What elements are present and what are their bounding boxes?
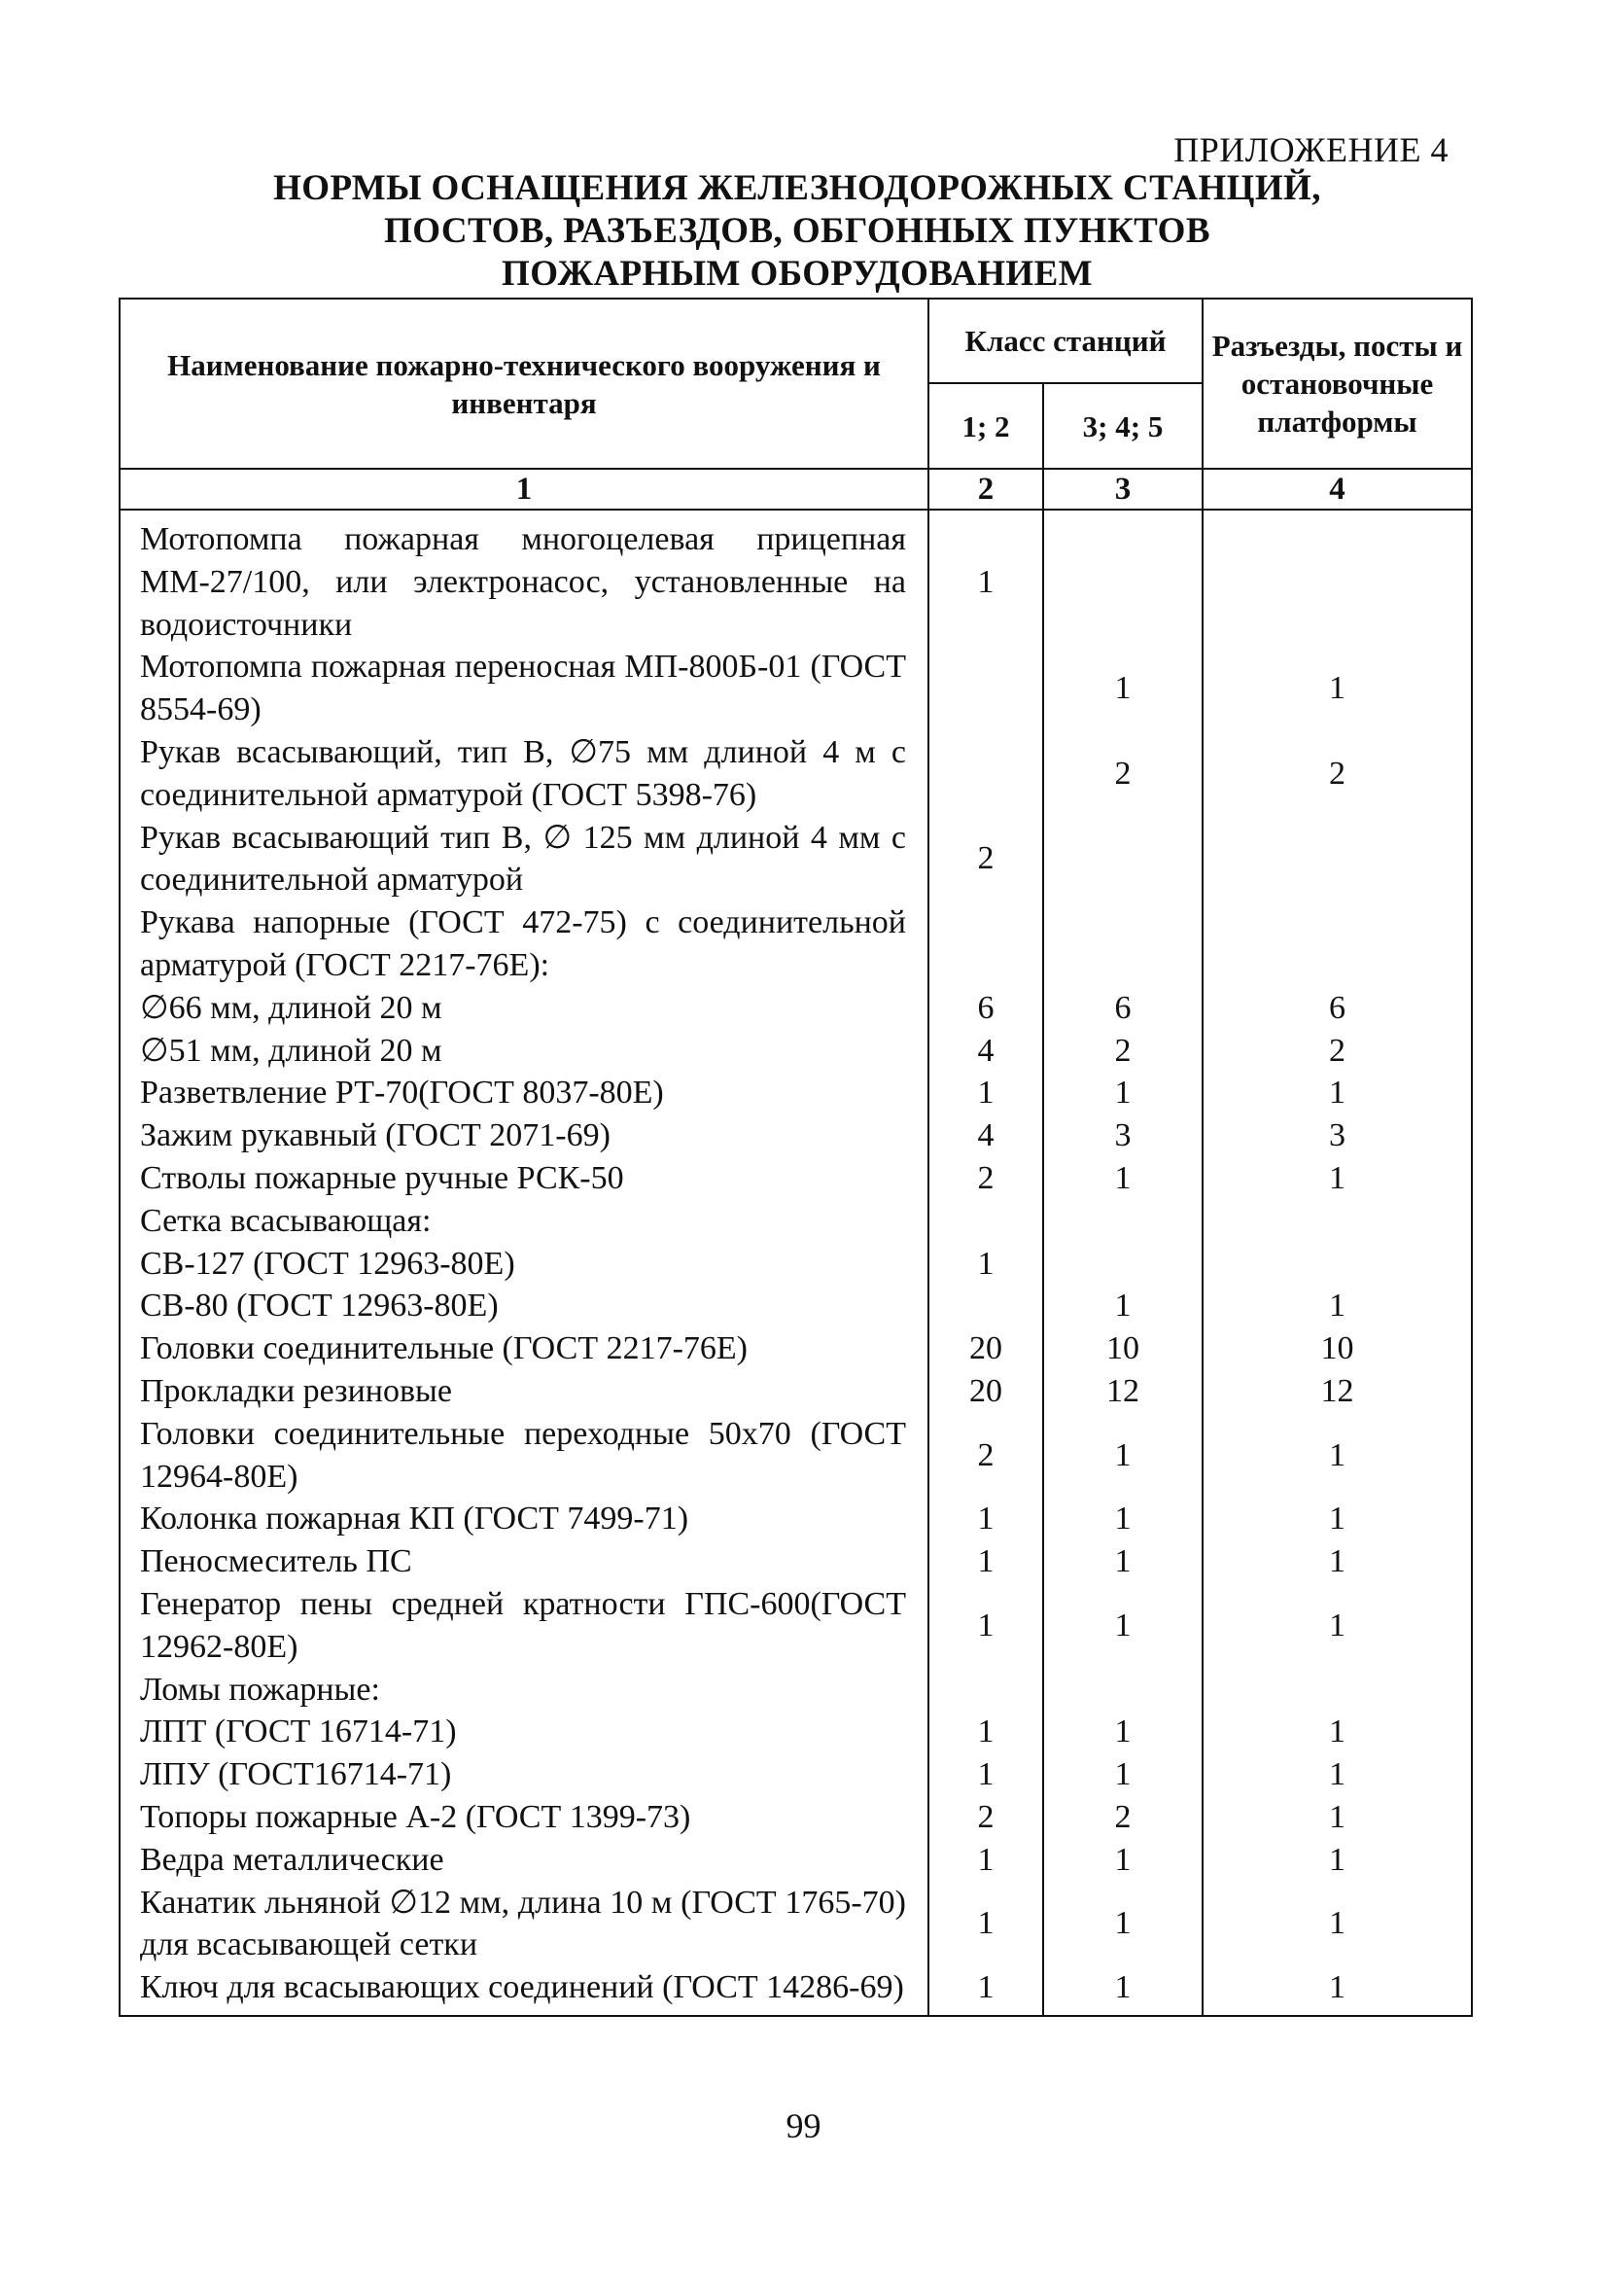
class-3-4-5-cell: 3 <box>1043 1114 1203 1157</box>
class-3-4-5-cell: 1 <box>1043 1072 1203 1114</box>
class-3-4-5-cell: 12 <box>1043 1370 1203 1413</box>
header-station-class: Класс станций <box>928 299 1203 383</box>
class-1-2-cell: 2 <box>928 1796 1043 1839</box>
stops-cell: 1 <box>1203 1540 1472 1583</box>
stops-cell: 1 <box>1203 1753 1472 1796</box>
class-1-2-cell: 2 <box>928 817 1043 902</box>
table-row <box>120 1413 1472 1499</box>
table-row <box>120 901 1472 987</box>
item-name-cell: Ведра металлические <box>120 1839 928 1882</box>
class-3-4-5-cell: 1 <box>1043 1711 1203 1753</box>
stops-cell: 1 <box>1203 1839 1472 1882</box>
stops-cell: 1 <box>1203 1157 1472 1200</box>
equipment-norms-table <box>119 298 1473 2017</box>
class-1-2-cell <box>928 1669 1043 1712</box>
header-class-1-2: 1; 2 <box>928 383 1043 469</box>
item-name-cell: Топоры пожарные А-2 (ГОСТ 1399-73) <box>120 1796 928 1839</box>
table-row <box>120 1540 1472 1583</box>
stops-cell <box>1203 510 1472 646</box>
table-row <box>120 1243 1472 1286</box>
item-name-cell: Генератор пены средней кратности ГПС-600(ГОСТ 12962-80Е) <box>120 1583 928 1669</box>
stops-cell: 10 <box>1203 1327 1472 1370</box>
class-1-2-cell: 1 <box>928 1753 1043 1796</box>
class-1-2-cell: 1 <box>928 1498 1043 1540</box>
item-name-cell: Рукава напорные (ГОСТ 472-75) с соединительной арматурой (ГОСТ 2217-76Е): <box>120 901 928 987</box>
stops-cell: 1 <box>1203 1285 1472 1327</box>
stops-cell: 2 <box>1203 731 1472 817</box>
title-line: ПОЖАРНЫМ ОБОРУДОВАНИЕМ <box>502 254 1093 294</box>
class-3-4-5-cell <box>1043 901 1203 987</box>
column-number: 1 <box>120 469 928 510</box>
item-name-cell: ЛПТ (ГОСТ 16714-71) <box>120 1711 928 1753</box>
class-3-4-5-cell: 2 <box>1043 1030 1203 1073</box>
item-name-cell: Стволы пожарные ручные РСК-50 <box>120 1157 928 1200</box>
table-row <box>120 1711 1472 1753</box>
table-row <box>120 1157 1472 1200</box>
header-class-3-4-5: 3; 4; 5 <box>1043 383 1203 469</box>
table-row <box>120 1796 1472 1839</box>
class-3-4-5-cell: 2 <box>1043 731 1203 817</box>
item-name-cell: Сетка всасывающая: <box>120 1200 928 1243</box>
class-1-2-cell: 20 <box>928 1370 1043 1413</box>
table-body <box>120 510 1472 2016</box>
table-row <box>120 1200 1472 1243</box>
item-name-cell: ЛПУ (ГОСТ16714-71) <box>120 1753 928 1796</box>
class-1-2-cell: 1 <box>928 1882 1043 1967</box>
header-stops-platforms: Разъезды, посты и остановочные платформы <box>1203 299 1472 469</box>
class-3-4-5-cell: 6 <box>1043 987 1203 1030</box>
stops-cell <box>1203 1669 1472 1712</box>
class-1-2-cell: 4 <box>928 1114 1043 1157</box>
item-name-cell: Канатик льняной ∅12 мм, длина 10 м (ГОСТ 1765-70) для всасывающей сетки <box>120 1882 928 1967</box>
class-3-4-5-cell: 1 <box>1043 1157 1203 1200</box>
class-3-4-5-cell: 1 <box>1043 1498 1203 1540</box>
item-name-cell: ∅66 мм, длиной 20 м <box>120 987 928 1030</box>
stops-cell <box>1203 1243 1472 1286</box>
class-3-4-5-cell: 1 <box>1043 646 1203 731</box>
table-row <box>120 1753 1472 1796</box>
table-row <box>120 1327 1472 1370</box>
stops-cell: 1 <box>1203 1966 1472 2016</box>
class-1-2-cell: 4 <box>928 1030 1043 1073</box>
table-row <box>120 1114 1472 1157</box>
stops-cell: 3 <box>1203 1114 1472 1157</box>
title-line: НОРМЫ ОСНАЩЕНИЯ ЖЕЛЕЗНОДОРОЖНЫХ СТАНЦИЙ, <box>273 168 1321 208</box>
class-1-2-cell <box>928 1285 1043 1327</box>
class-1-2-cell: 1 <box>928 1540 1043 1583</box>
class-3-4-5-cell: 1 <box>1043 1882 1203 1967</box>
item-name-cell: Колонка пожарная КП (ГОСТ 7499-71) <box>120 1498 928 1540</box>
stops-cell: 1 <box>1203 1413 1472 1499</box>
item-name-cell: СВ-80 (ГОСТ 12963-80Е) <box>120 1285 928 1327</box>
item-name-cell: Рукав всасывающий, тип В, ∅75 мм длиной 4 м с соединительной арматурой (ГОСТ 5398-76) <box>120 731 928 817</box>
class-3-4-5-cell: 1 <box>1043 1540 1203 1583</box>
item-name-cell: Головки соединительные переходные 50х70 (ГОСТ 12964-80Е) <box>120 1413 928 1499</box>
class-1-2-cell: 1 <box>928 1711 1043 1753</box>
stops-cell: 2 <box>1203 1030 1472 1073</box>
item-name-cell: Головки соединительные (ГОСТ 2217-76Е) <box>120 1327 928 1370</box>
appendix-label: ПРИЛОЖЕНИЕ 4 <box>1173 130 1449 169</box>
class-3-4-5-cell: 1 <box>1043 1753 1203 1796</box>
table-row <box>120 731 1472 817</box>
class-1-2-cell: 6 <box>928 987 1043 1030</box>
stops-cell: 1 <box>1203 1498 1472 1540</box>
table-row <box>120 1966 1472 2016</box>
title-line: ПОСТОВ, РАЗЪЕЗДОВ, ОБГОННЫХ ПУНКТОВ <box>384 211 1210 251</box>
class-1-2-cell <box>928 731 1043 817</box>
item-name-cell: Разветвление РТ-70(ГОСТ 8037-80Е) <box>120 1072 928 1114</box>
document-title <box>117 167 1478 296</box>
item-name-cell: Ключ для всасывающих соединений (ГОСТ 14286-69) <box>120 1966 928 2016</box>
item-name-cell: Мотопомпа пожарная переносная МП-800Б-01 (ГОСТ 8554-69) <box>120 646 928 731</box>
stops-cell: 6 <box>1203 987 1472 1030</box>
class-3-4-5-cell: 1 <box>1043 1839 1203 1882</box>
item-name-cell: Прокладки резиновые <box>120 1370 928 1413</box>
class-3-4-5-cell: 1 <box>1043 1966 1203 2016</box>
table-row <box>120 1498 1472 1540</box>
table-row <box>120 646 1472 731</box>
table-row <box>120 987 1472 1030</box>
stops-cell: 1 <box>1203 646 1472 731</box>
class-1-2-cell <box>928 1200 1043 1243</box>
column-number: 3 <box>1043 469 1203 510</box>
stops-cell: 1 <box>1203 1072 1472 1114</box>
class-1-2-cell: 1 <box>928 1839 1043 1882</box>
stops-cell <box>1203 901 1472 987</box>
stops-cell: 12 <box>1203 1370 1472 1413</box>
class-1-2-cell <box>928 646 1043 731</box>
table-row <box>120 1882 1472 1967</box>
item-name-cell: ∅51 мм, длиной 20 м <box>120 1030 928 1073</box>
table-row <box>120 1030 1472 1073</box>
table-row <box>120 510 1472 646</box>
header-name: Наименование пожарно-технического вооружения и инвентаря <box>120 299 928 469</box>
class-1-2-cell: 1 <box>928 1243 1043 1286</box>
stops-cell <box>1203 817 1472 902</box>
stops-cell: 1 <box>1203 1796 1472 1839</box>
stops-cell <box>1203 1200 1472 1243</box>
table-row <box>120 817 1472 902</box>
column-number: 2 <box>928 469 1043 510</box>
class-1-2-cell <box>928 901 1043 987</box>
item-name-cell: Мотопомпа пожарная многоцелевая прицепная ММ-27/100, или электронасос, установленные на водоисточники <box>120 510 928 646</box>
class-1-2-cell: 1 <box>928 510 1043 646</box>
stops-cell: 1 <box>1203 1583 1472 1669</box>
class-1-2-cell: 2 <box>928 1157 1043 1200</box>
class-3-4-5-cell <box>1043 817 1203 902</box>
class-1-2-cell: 1 <box>928 1966 1043 2016</box>
class-3-4-5-cell: 1 <box>1043 1583 1203 1669</box>
item-name-cell: Ломы пожарные: <box>120 1669 928 1712</box>
class-3-4-5-cell <box>1043 1243 1203 1286</box>
stops-cell: 1 <box>1203 1711 1472 1753</box>
column-number: 4 <box>1203 469 1472 510</box>
item-name-cell: Пеносмеситель ПС <box>120 1540 928 1583</box>
class-1-2-cell: 2 <box>928 1413 1043 1499</box>
class-1-2-cell: 20 <box>928 1327 1043 1370</box>
page-number: 99 <box>786 2106 821 2145</box>
item-name-cell: Зажим рукавный (ГОСТ 2071-69) <box>120 1114 928 1157</box>
class-3-4-5-cell: 1 <box>1043 1285 1203 1327</box>
class-3-4-5-cell <box>1043 1200 1203 1243</box>
item-name-cell: СВ-127 (ГОСТ 12963-80Е) <box>120 1243 928 1286</box>
class-3-4-5-cell: 1 <box>1043 1413 1203 1499</box>
class-3-4-5-cell <box>1043 1669 1203 1712</box>
class-3-4-5-cell: 2 <box>1043 1796 1203 1839</box>
item-name-cell: Рукав всасывающий тип В, ∅ 125 мм длиной 4 мм с соединительной арматурой <box>120 817 928 902</box>
table-row <box>120 1285 1472 1327</box>
table-row <box>120 1669 1472 1712</box>
class-1-2-cell: 1 <box>928 1072 1043 1114</box>
table-row <box>120 1583 1472 1669</box>
table-row <box>120 1072 1472 1114</box>
class-3-4-5-cell <box>1043 510 1203 646</box>
class-1-2-cell: 1 <box>928 1583 1043 1669</box>
stops-cell: 1 <box>1203 1882 1472 1967</box>
class-3-4-5-cell: 10 <box>1043 1327 1203 1370</box>
table-row <box>120 1839 1472 1882</box>
table-row <box>120 1370 1472 1413</box>
